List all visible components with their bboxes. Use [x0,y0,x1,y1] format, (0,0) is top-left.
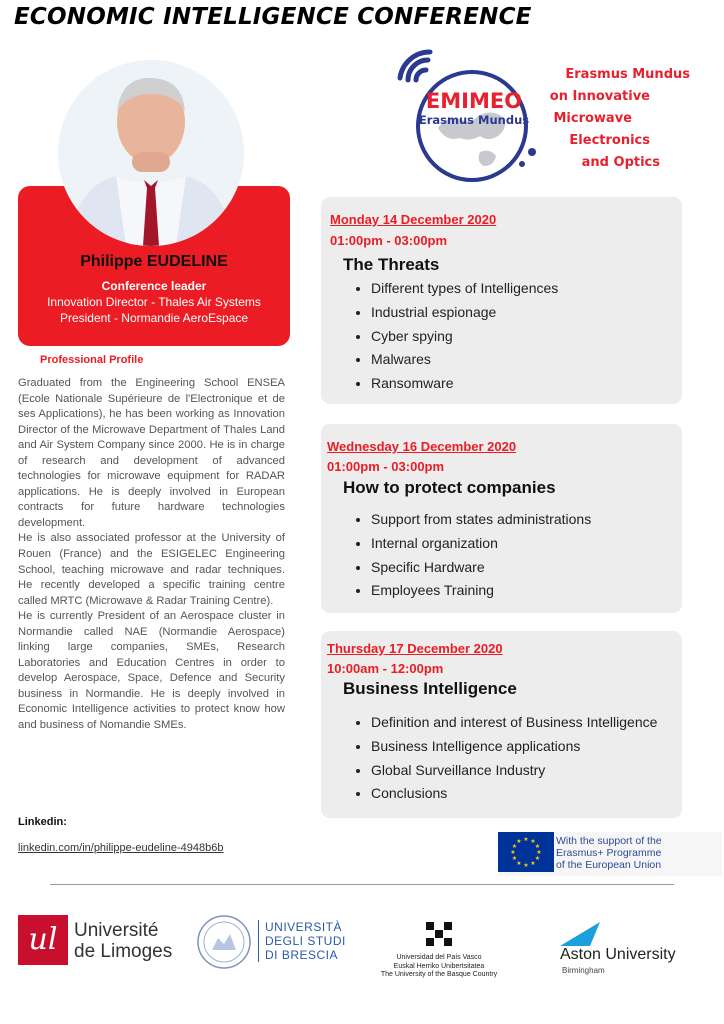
brescia-line: DEGLI STUDI [265,934,346,948]
svg-text:★: ★ [530,838,536,845]
linkedin-label: Linkedin: [18,816,67,828]
limoges-line: de Limoges [74,941,173,962]
speaker-name: Philippe EUDELINE [80,253,228,270]
brescia-logo-text [258,920,346,962]
bio-paragraph: He is also associated professor at the University of Rouen (France) and the ESIGELEC Engineering School, teaching microwave and radar techniques. He recently developed a specific training centre called MRTC (Microwave & Radar Training Centre). [18,532,285,607]
aston-logo-icon [560,920,600,948]
emimeo-tagline [540,64,690,174]
emimeo-logo-sub: Erasmus Mundus [418,113,530,127]
emimeo-line: and Optics [581,155,660,170]
session-items [353,508,591,603]
upv-logo-text [374,954,504,980]
eu-line: of the European Union [556,859,662,871]
eu-support-text [556,835,662,871]
session-time: 01:00pm - 03:00pm [330,233,448,248]
svg-text:★: ★ [536,849,542,856]
eu-support-banner [498,832,722,876]
speaker-role: Conference leader [101,279,207,293]
upv-line: Universidad del País Vasco [396,954,482,961]
speaker-photo [58,60,244,246]
profile-heading: Professional Profile [40,354,144,366]
session-items [353,277,558,396]
upv-logo-icon [422,920,456,950]
upv-line: The University of the Basque Country [380,971,498,978]
svg-text:★: ★ [516,860,522,867]
speaker-position: Innovation Director - Thales Air Systems [47,295,261,309]
emimeo-line: on Innovative [549,89,650,104]
eu-line: With the support of the [556,835,662,847]
upv-line: Euskal Herriko Unibertsitatea [393,962,485,970]
speaker-position: President - Normandie AeroEspace [59,311,249,325]
list-item: • Industrial espionage [371,301,558,325]
svg-text:★: ★ [516,838,522,845]
eu-flag-icon [498,832,554,872]
svg-text:★: ★ [511,843,518,850]
session-topic: How to protect companies [343,478,556,497]
session-card [321,197,682,404]
session-topic: Business Intelligence [343,679,517,698]
list-item: • Business Intelligence applications [371,735,657,759]
list-item: • Employees Training [371,579,591,603]
svg-text:★: ★ [523,862,529,869]
list-item: • Ransomware [371,372,558,396]
list-item: • Global Surveillance Industry [371,759,657,783]
brescia-line: DI BRESCIA [265,948,339,962]
footer-divider [50,884,674,885]
page-title: ECONOMIC INTELLIGENCE CONFERENCE [14,4,532,30]
brescia-line: UNIVERSITÀ [265,920,343,934]
session-time: 10:00am - 12:00pm [327,661,444,676]
eu-line: Erasmus+ Programme [556,847,662,859]
svg-text:★: ★ [534,843,541,850]
profile-bio [18,376,285,734]
session-date: Wednesday 16 December 2020 [327,439,517,454]
svg-text:★: ★ [510,849,516,856]
emimeo-line: Microwave [553,111,632,126]
speaker-details [18,278,290,326]
list-item: • Different types of Intelligences [371,277,558,301]
bio-paragraph: Graduated from the Engineering School ENSEA (Ecole Nationale Supérieure de l'Electronique et de ses Applications), he has been working as Innovation Director of the Microwave Department of Thales Land and Air System Company since 2000. He is in charge of research and development of advanced technologies for microwave equipment for RADAR applications. He is deeply involved in European contracts for future hardware technologies development. [18,377,285,529]
aston-logo-text: Aston University [560,946,676,963]
svg-text:★: ★ [511,855,518,862]
list-item: • Specific Hardware [371,556,591,580]
session-items [353,711,657,806]
list-item: • Support from states administrations [371,508,591,532]
emimeo-logo [392,48,552,188]
brescia-seal-icon [196,914,252,970]
limoges-logo-text [74,920,172,962]
emimeo-line: Electronics [569,133,650,148]
list-item: • Malwares [371,348,558,372]
session-card [321,424,682,613]
list-item: • Internal organization [371,532,591,556]
limoges-logo-icon: ul [18,915,68,965]
bio-paragraph: He is currently President of an Aerospace cluster in Normandie called NAE (Normandie Aerospace) linking large companies, SMEs, Research Laboratories and Education Centres in order to develop Aerospace, Space, Defence and Security business in Normandie. He is deeply involved in Economic Intelligence activities to protect know how and business of Nomandie SMEs. [18,610,285,732]
list-item: • Conclusions [371,782,657,806]
session-date: Thursday 17 December 2020 [327,641,503,656]
session-date: Monday 14 December 2020 [330,212,497,227]
svg-text:★: ★ [534,855,541,862]
session-topic: The Threats [343,255,440,274]
aston-city: Birmingham [562,966,605,975]
emimeo-logo-main: EMIMEO [425,89,523,113]
limoges-line: Université [74,920,159,941]
list-item: • Cyber spying [371,325,558,349]
session-time: 01:00pm - 03:00pm [327,459,445,474]
emimeo-line: Erasmus Mundus [565,67,690,82]
session-card [321,631,682,818]
list-item: • Definition and interest of Business Intelligence [371,711,657,735]
svg-text:★: ★ [530,860,536,867]
linkedin-link[interactable]: linkedin.com/in/philippe-eudeline-4948b6b [18,842,224,854]
svg-text:★: ★ [523,836,529,843]
